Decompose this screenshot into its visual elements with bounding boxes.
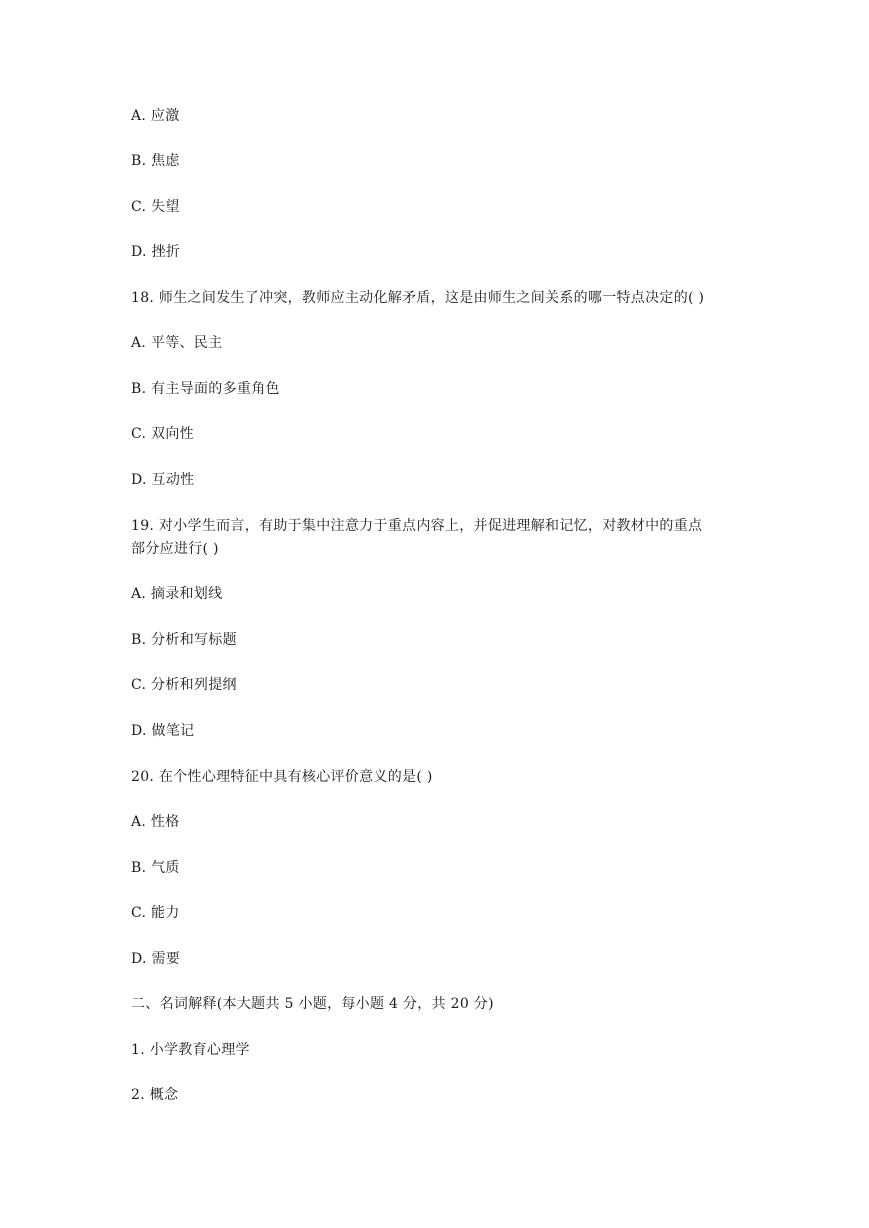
q20-stem: 20. 在个性心理特征中具有核心评价意义的是( ) bbox=[131, 769, 433, 785]
q17-option-a: A. 应激 bbox=[131, 108, 180, 124]
q17-option-c: C. 失望 bbox=[131, 199, 180, 215]
q18-stem: 18. 师生之间发生了冲突，教师应主动化解矛盾，这是由师生之间关系的哪一特点决定的( ) bbox=[131, 290, 705, 306]
q17-option-d: D. 挫折 bbox=[131, 244, 181, 260]
q20-option-c: C. 能力 bbox=[131, 905, 180, 921]
q18-option-b: B. 有主导面的多重角色 bbox=[131, 381, 280, 397]
q18-option-c: C. 双向性 bbox=[131, 426, 194, 442]
q19-stem-line2: 部分应进行( ) bbox=[131, 541, 219, 557]
q19-option-b: B. 分析和写标题 bbox=[131, 632, 237, 648]
section2-item-1: 1. 小学教育心理学 bbox=[131, 1042, 250, 1058]
section2-heading: 二、名词解释(本大题共 5 小题，每小题 4 分，共 20 分) bbox=[131, 996, 494, 1012]
q19-stem-line1: 19. 对小学生而言，有助于集中注意力于重点内容上，并促进理解和记忆，对教材中的重点 bbox=[131, 518, 703, 534]
q19-option-a: A. 摘录和划线 bbox=[131, 586, 223, 602]
q19-option-d: D. 做笔记 bbox=[131, 723, 195, 739]
q20-option-a: A. 性格 bbox=[131, 814, 180, 830]
q20-option-d: D. 需要 bbox=[131, 951, 181, 967]
q18-option-a: A. 平等、民主 bbox=[131, 335, 223, 351]
section2-item-2: 2. 概念 bbox=[131, 1087, 179, 1103]
q18-option-d: D. 互动性 bbox=[131, 472, 195, 488]
q19-option-c: C. 分析和列提纲 bbox=[131, 677, 237, 693]
q17-option-b: B. 焦虑 bbox=[131, 153, 180, 169]
q20-option-b: B. 气质 bbox=[131, 860, 180, 876]
